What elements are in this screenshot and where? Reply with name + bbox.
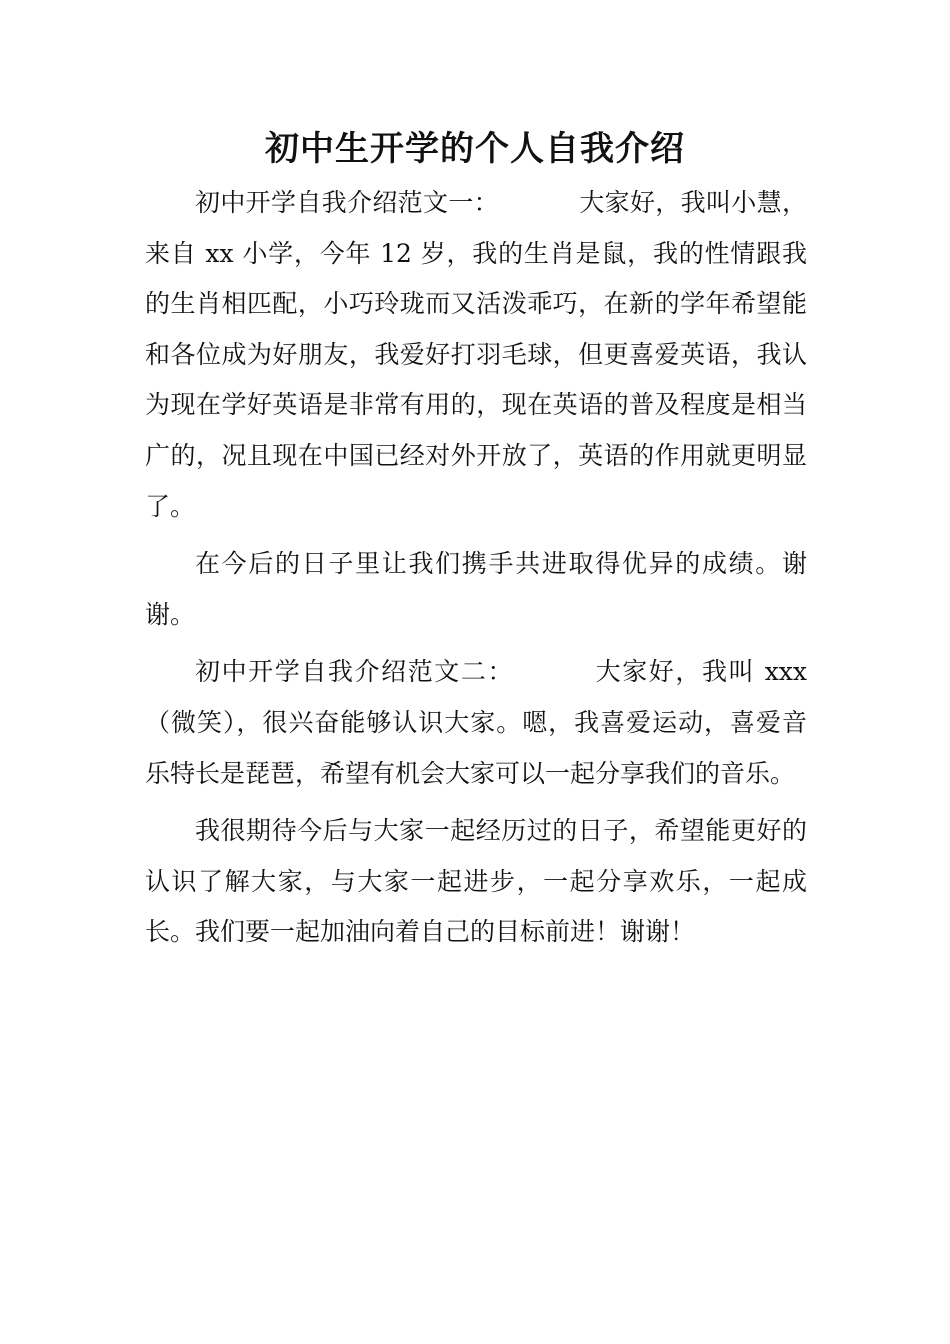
paragraph-1 — [145, 178, 807, 532]
document-body — [145, 178, 807, 965]
paragraph-text: 在今后的日子里让我们携手共进取得优异的成绩。谢谢。 — [145, 549, 807, 629]
document-title: 初中生开学的个人自我介绍 — [265, 129, 685, 169]
paragraph-4 — [145, 806, 807, 958]
paragraph-heading: 初中开学自我介绍范文二： — [195, 657, 515, 687]
paragraph-text: 我很期待今后与大家一起经历过的日子，希望能更好的认识了解大家，与大家一起进步，一起分享欢乐，一起成长。我们要一起加油向着自己的目标前进！谢谢！ — [145, 816, 807, 947]
paragraph-3 — [145, 647, 807, 799]
paragraph-text: 大家好，我叫小慧，来自 xx 小学，今年 12 岁，我的生肖是鼠，我的性情跟我的生肖相匹配，小巧玲珑而又活泼乖巧，在新的学年希望能和各位成为好朋友，我爱好打羽毛球，但更喜爱英语，我认为现在学好英语是非常有用的，现在英语的普及程度是相当广的，况且现在中国已经对外开放了，英语的作用就更明显了。 — [145, 188, 807, 521]
paragraph-heading: 初中开学自我介绍范文一： — [195, 188, 499, 217]
paragraph-2 — [145, 539, 807, 640]
paragraph-text: 大家好，我叫 xxx（微笑），很兴奋能够认识大家。嗯，我喜爱运动，喜爱音乐特长是琵琶，希望有机会大家可以一起分享我们的音乐。 — [145, 657, 807, 788]
